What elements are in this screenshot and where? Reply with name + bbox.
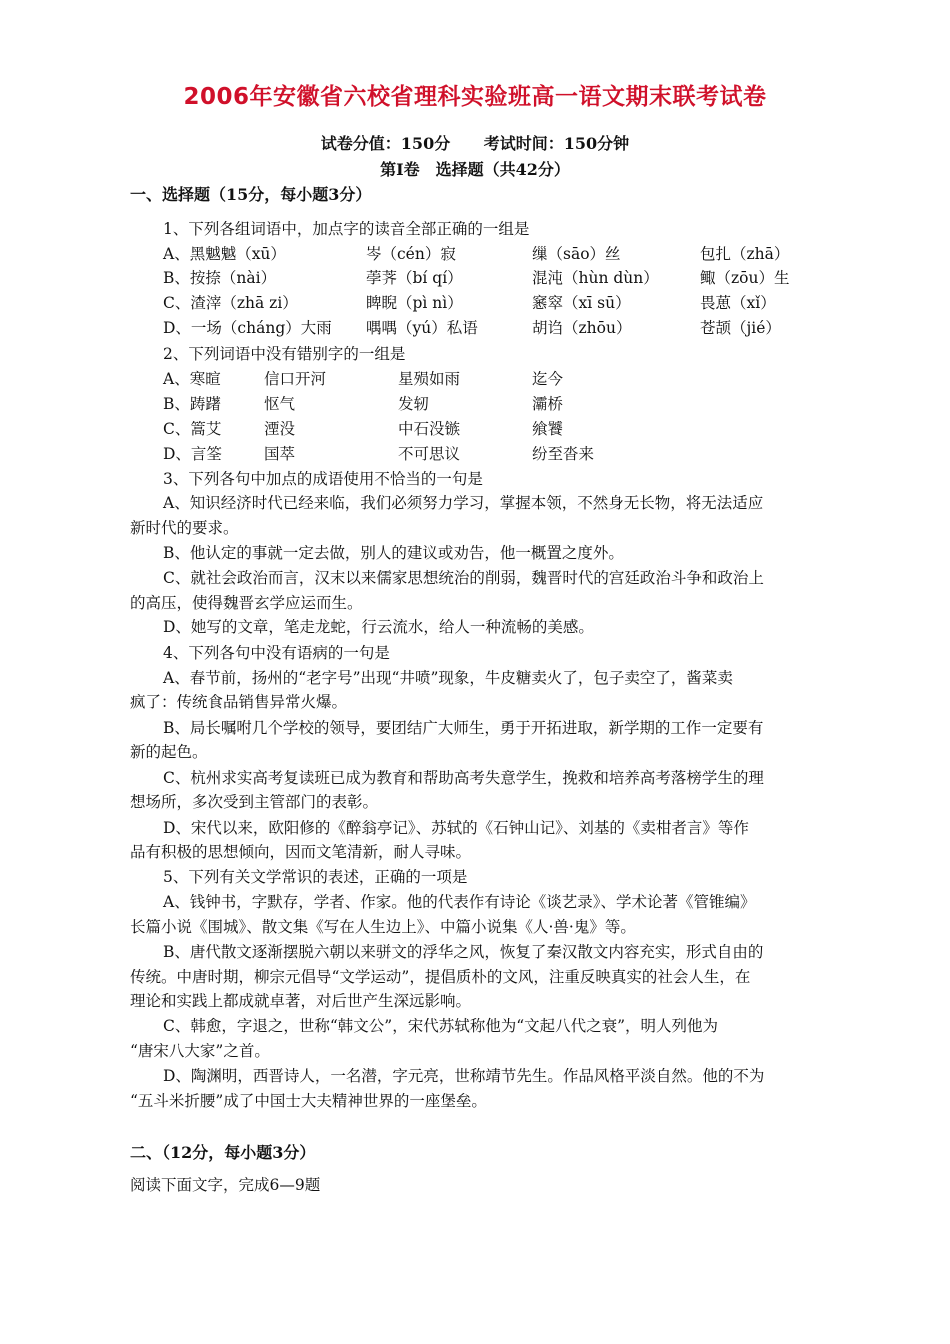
q4-line: 品有积极的思想倾向，因而文笔清新，耐人寻味。 [130,843,472,861]
q1-option: 缫（sāo）丝 [532,245,621,263]
q5-line: D、陶渊明，西晋诗人，一名潜，字元亮，世称靖节先生。作品风格平淡自然。他的不为 [163,1067,765,1085]
q2-option: 不可思议 [398,445,461,463]
q2-option: 迄今 [532,370,564,388]
q1-option: 畏葸（xǐ） [700,294,776,312]
q1-option: 睥睨（pì nì） [366,294,463,312]
q2-option: 飨饕 [532,420,564,438]
q5-line: 传统。中唐时期，柳宗元倡导“文学运动”，提倡质朴的文风，注重反映真实的社会人生，在 [130,968,751,986]
q3-line: D、她写的文章，笔走龙蛇，行云流水，给人一种流畅的美感。 [163,618,594,636]
q3-line: C、就社会政治而言，汉末以来儒家思想统治的削弱，魏晋时代的宫廷政治斗争和政治上 [163,569,764,587]
q3-line: 的高压，使得魏晋玄学应运而生。 [130,594,363,612]
q5-line: 长篇小说《围城》、散文集《写在人生边上》、中篇小说集《人·兽·鬼》等。 [130,918,636,936]
q4-line: 新的起色。 [130,743,208,761]
q2-option: 湮没 [264,420,296,438]
section-heading-2: 二、（12分，每小题3分） [130,1143,316,1162]
q2-option: 怄气 [264,395,296,413]
q4-line: D、宋代以来，欧阳修的《醉翁亭记》、苏轼的《石钟山记》、刘基的《卖柑者言》等作 [163,819,749,837]
q1-option: B、按捺（nài） [163,269,277,287]
q1-option: 喁喁（yú）私语 [366,319,478,337]
q4-stem: 4、下列各句中没有语病的一句是 [163,644,390,662]
q5-line: A、钱钟书，字默存，学者、作家。他的代表作有诗论《谈艺录》、学术论著《管锥编》 [163,893,756,911]
q5-line: B、唐代散文逐渐摆脱六朝以来骈文的浮华之风，恢复了秦汉散文内容充实，形式自由的 [163,943,764,961]
q5-line: “唐宋八大家”之首。 [130,1042,270,1060]
q3-line: 新时代的要求。 [130,519,239,537]
q1-stem: 1、下列各组词语中，加点字的读音全部正确的一组是 [163,220,530,238]
exam-title: 2006年安徽省六校省理科实验班高一语文期末联考试卷 [183,84,767,110]
q2-option: 中石没镞 [398,420,461,438]
q3-line: A、知识经济时代已经来临，我们必须努力学习，掌握本领，不然身无长物，将无法适应 [163,494,764,512]
q1-option: 胡诌（zhōu） [532,319,632,337]
volume-heading: 第Ⅰ卷 选择题（共42分） [380,160,570,179]
q1-option: C、渣滓（zhā zi） [163,294,298,312]
q1-option: 荸荠（bí qí） [366,269,463,287]
q1-option: D、一场（cháng）大雨 [163,319,332,337]
q1-option: 窸窣（xī sū） [532,294,631,312]
q5-stem: 5、下列有关文学常识的表述，正确的一项是 [163,868,468,886]
q1-option: 包扎（zhā） [700,245,790,263]
q1-option: 鲰（zōu）生 [700,269,790,287]
q5-line: “五斗米折腰”成了中国士大夫精神世界的一座堡垒。 [130,1092,487,1110]
section-heading-1: 一、选择题（15分，每小题3分） [130,185,372,204]
q1-option: 苍颉（jié） [700,319,781,337]
q3-line: B、他认定的事就一定去做，别人的建议或劝告，他一概置之度外。 [163,544,624,562]
q3-stem: 3、下列各句中加点的成语使用不恰当的一句是 [163,470,483,488]
q2-option: B、踌躇 [163,395,221,413]
q1-option: A、黑魆魆（xū） [163,245,286,263]
q2-option: 国萃 [264,445,296,463]
q5-line: 理论和实践上都成就卓著，对后世产生深远影响。 [130,992,472,1010]
q1-option: 岑（cén）寂 [366,245,456,263]
score-info: 试卷分值：150分 [320,134,451,153]
q4-line: B、局长嘱咐几个学校的领导，要团结广大师生，勇于开拓进取，新学期的工作一定要有 [163,719,764,737]
q2-option: C、篙艾 [163,420,222,438]
q4-line: 想场所，多次受到主管部门的表彰。 [130,793,379,811]
q2-option: A、寒暄 [163,370,221,388]
q2-option: 信口开河 [264,370,327,388]
q4-line: C、杭州求实高考复读班已成为教育和帮助高考失意学生，挽救和培养高考落榜学生的理 [163,769,764,787]
time-info: 考试时间：150分钟 [483,134,630,153]
q4-line: 疯了：传统食品销售异常火爆。 [130,693,348,711]
q2-option: 发轫 [398,395,430,413]
q2-option: D、言筌 [163,445,222,463]
q4-line: A、春节前，扬州的“老字号”出现“井喷”现象，牛皮糖卖火了，包子卖空了，酱菜卖 [163,669,733,687]
q2-option: 纷至沓来 [532,445,595,463]
q1-option: 混沌（hùn dùn） [532,269,659,287]
exam-meta [0,131,950,154]
q2-option: 星殒如雨 [398,370,461,388]
q2-option: 灞桥 [532,395,564,413]
reading-intro: 阅读下面文字，完成6—9题 [130,1176,321,1194]
q5-line: C、韩愈，字退之，世称“韩文公”，宋代苏轼称他为“文起八代之衰”，明人列他为 [163,1017,719,1035]
q2-stem: 2、下列词语中没有错别字的一组是 [163,345,406,363]
